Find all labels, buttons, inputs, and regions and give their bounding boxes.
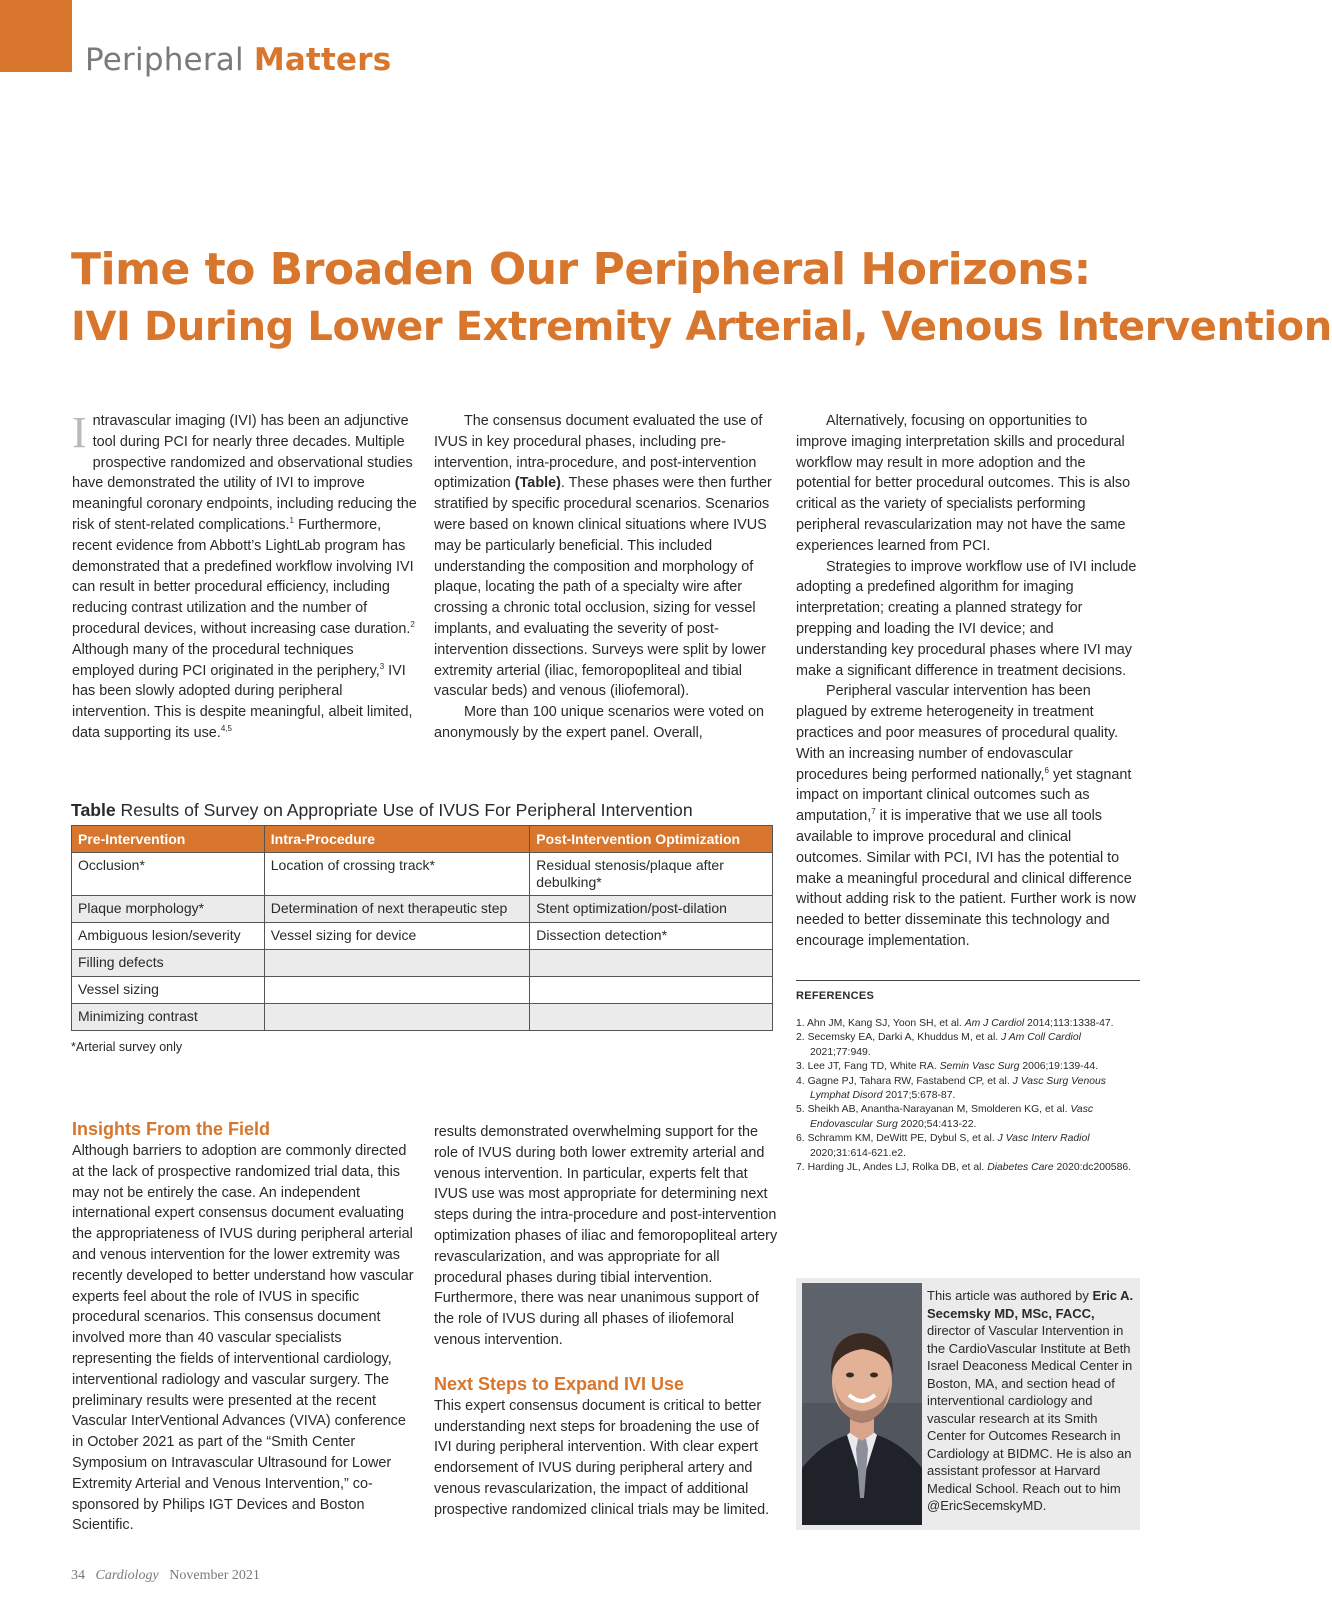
section-label-bold: Matters	[253, 42, 392, 78]
reference-number: 4.	[796, 1075, 805, 1087]
column-2	[434, 411, 779, 744]
citation-6: 6	[1044, 765, 1049, 775]
table-cell	[530, 977, 773, 1004]
table-cell: Dissection detection*	[530, 923, 773, 950]
section-label	[85, 42, 391, 78]
results-section	[434, 1122, 779, 1521]
next-steps-paragraph: This expert consensus document is critical to better understanding next steps for broadening the use of IVI during peripheral intervention. With clear expert endorsement of IVUS during peripheral artery and venous revascularization, the impact of additional prospective randomized clinical trials may be limited.	[434, 1397, 770, 1518]
author-photo	[802, 1283, 922, 1525]
results-paragraph: results demonstrated overwhelming support for the role of IVUS during both lower extremity arterial and venous intervention. In particular, experts felt that IVUS use was most appropriate for determining next steps during the intra-procedure and post-intervention optimization phases of iliac and femoropopliteal artery revascularization, and was appropriate for all procedural phases during tibial intervention. Furthermore, there was near unanimous support of the role of IVUS during all phases of iliofemoral venous intervention.	[434, 1124, 778, 1348]
section-label-light: Peripheral	[85, 42, 244, 78]
references-title: REFERENCES	[796, 990, 875, 1002]
insights-heading: Insights From the Field	[72, 1119, 271, 1139]
article-title: Time to Broaden Our Peripheral Horizons:	[71, 244, 1091, 295]
reference-item	[796, 1075, 1141, 1104]
table-row	[72, 896, 773, 923]
citation-2: 2	[410, 620, 415, 630]
scenarios-paragraph: More than 100 unique scenarios were voted on anonymously by the expert panel. Overall,	[434, 704, 764, 741]
table-row	[72, 1004, 773, 1031]
drop-cap: I	[72, 408, 87, 457]
reference-number: 6.	[796, 1133, 805, 1145]
table-cell: Ambiguous lesion/severity	[72, 923, 265, 950]
table-cell	[530, 1004, 773, 1031]
table-cell: Minimizing contrast	[72, 1004, 265, 1031]
intro-text-a: ntravascular imaging (IVI) has been an adjunctive tool during PCI for nearly three decades. Multiple prospective randomized and observational studies have demonstrated the utility of IVI to improve meaningful coronary endpoints, including reducing the risk of stent-related complications.	[72, 413, 417, 533]
reference-citation: 2020;54:413-22.	[897, 1118, 977, 1130]
table-cell: Stent optimization/post-dilation	[530, 896, 773, 923]
reference-journal: Semin Vasc Surg	[939, 1061, 1020, 1073]
reference-item	[796, 1060, 1141, 1074]
table-caption: Results of Survey on Appropriate Use of IVUS For Peripheral Intervention	[115, 800, 693, 820]
intro-text-b: Furthermore, recent evidence from Abbott’s LightLab program has demonstrated that a predefined workflow involving IVI can result in better procedural efficiency, including reducing contrast utilization and the number of procedural devices, without increasing case duration.	[72, 516, 414, 637]
reference-citation: 2006;19:139-44.	[1019, 1061, 1099, 1073]
table-cell: Location of crossing track*	[264, 853, 530, 896]
reference-item	[796, 1017, 1141, 1031]
reference-number: 1.	[796, 1018, 805, 1029]
author-bio	[927, 1287, 1135, 1515]
reference-item	[796, 1132, 1141, 1161]
alternatively-paragraph: Alternatively, focusing on opportunities to improve imaging interpretation skills and procedural workflow may result in more adoption and the potential for better procedural outcomes. This is also critical as the variety of specialists performing peripheral revascularization may not have the same experiences learned from PCI.	[796, 413, 1131, 554]
table-label: Table	[71, 800, 116, 820]
citation-1: 1	[289, 516, 294, 526]
references-list	[796, 1017, 1141, 1175]
heterogeneity-text-c: it is imperative that we use all tools available to improve procedural and clinical outcomes. Similar with PCI, IVI has the potential to make a meaningful procedural and clinical difference without adding risk to the patient. Further work is now needed to better disseminate this technology and encourage implementation.	[796, 808, 1136, 949]
table-cell	[264, 1004, 530, 1031]
column-3	[796, 411, 1141, 952]
reference-item	[796, 1103, 1141, 1132]
reference-journal: J Am Coll Cardiol	[1001, 1032, 1081, 1044]
insights-paragraph: Although barriers to adoption are commonly directed at the lack of prospective randomized trial data, this may not be entirely the case. An independent international expert consensus document evaluating the appropriateness of IVUS during peripheral arterial and venous intervention for the lower extremity was recently developed to better understand how vascular experts feel about the role of IVUS in specific procedural scenarios. This consensus document involved more than 40 vascular specialists representing the fields of interventional cardiology, interventional radiology and vascular surgery. The preliminary results were presented at the recent Vascular InterVentional Advances (VIVA) conference in October 2021 as part of the “Smith Center Symposium on Intravascular Ultrasound for Lower Extremity Arterial and Venous Intervention,” co-sponsored by Philips IGT Devices and Boston Scientific.	[72, 1143, 414, 1534]
table-header-cell: Pre-Intervention	[72, 826, 265, 853]
page-number: 34	[71, 1568, 85, 1583]
next-steps-heading: Next Steps to Expand IVI Use	[434, 1373, 685, 1394]
table-cell	[264, 977, 530, 1004]
table-cell	[530, 950, 773, 977]
table-cell: Occlusion*	[72, 853, 265, 896]
citation-3: 3	[379, 661, 385, 671]
author-portrait-illustration	[802, 1283, 922, 1525]
consensus-text-a: The consensus document evaluated the use of IVUS in key procedural phases, including pre-intervention, intra-procedure, and post-intervention optimization	[434, 413, 763, 492]
reference-authors: Schramm KM, DeWitt PE, Dybul S, et al.	[807, 1133, 998, 1145]
reference-citation: 2014;113:1338-47.	[1024, 1018, 1114, 1029]
table-header-row	[72, 826, 773, 853]
table-cell: Plaque morphology*	[72, 896, 265, 923]
reference-citation: 2021;77:949.	[810, 1046, 871, 1058]
table-cell: Vessel sizing	[72, 977, 265, 1004]
section-tab-block	[0, 0, 72, 72]
column-1	[72, 408, 417, 744]
reference-authors: Harding JL, Andes LJ, Rolka DB, et al.	[807, 1162, 988, 1174]
reference-journal: J Vasc Interv Radiol	[997, 1133, 1090, 1145]
page-footer	[71, 1568, 260, 1584]
strategies-paragraph: Strategies to improve workflow use of IVI include adopting a predefined algorithm for imaging interpretation; creating a planned strategy for prepping and loading the IVI device; and understanding key procedural phases where IVI may make a significant difference in treatment decisions.	[796, 558, 1137, 679]
table-cell	[264, 950, 530, 977]
reference-authors: Ahn JM, Kang SJ, Yoon SH, et al.	[807, 1018, 965, 1029]
reference-item	[796, 1031, 1141, 1060]
citation-4-5: 4,5	[220, 724, 232, 734]
consensus-paragraph	[434, 411, 779, 702]
reference-citation: 2020:dc200586.	[1053, 1162, 1132, 1174]
reference-number: 2.	[796, 1032, 805, 1044]
table-row	[72, 853, 773, 896]
table-reference: (Table)	[514, 475, 561, 492]
magazine-name: Cardiology	[95, 1568, 159, 1583]
consensus-text-b: . These phases were then further stratified by specific procedural scenarios. Scenarios were based on known clinical situations where IVUS may be particularly beneficial. This included understanding the composition and morphology of plaque, locating the path of a specialty wire after crossing a chronic total occlusion, sizing for vessel implants, and evaluating the severity of post-intervention dissections. Surveys were split by lower extremity arterial (iliac, femoropopliteal and tibial vascular beds) and venous (iliofemoral).	[434, 475, 772, 700]
heterogeneity-paragraph	[796, 681, 1141, 951]
table-cell: Determination of next therapeutic step	[264, 896, 530, 923]
table-row	[72, 950, 773, 977]
table-footnote: *Arterial survey only	[71, 1040, 183, 1054]
table-header-cell: Intra-Procedure	[264, 826, 530, 853]
citation-7: 7	[871, 807, 876, 817]
reference-item	[796, 1161, 1141, 1175]
reference-journal: J Vasc Surg Venous Lymphat Disord	[810, 1075, 1106, 1102]
heterogeneity-text-b: yet stagnant impact on important clinical outcomes such as amputation,	[796, 766, 1132, 825]
table-cell: Filling defects	[72, 950, 265, 977]
reference-number: 7.	[796, 1162, 805, 1174]
intro-text-d: IVI has been slowly adopted during peripheral intervention. This is despite meaningful, albeit limited, data supporting its use.	[72, 662, 413, 741]
reference-journal: Vasc Endovascular Surg	[810, 1104, 1094, 1130]
reference-journal: Diabetes Care	[987, 1162, 1054, 1174]
reference-number: 3.	[796, 1061, 805, 1073]
reference-citation: 2017;5:678-87.	[882, 1090, 956, 1102]
issue-date: November 2021	[169, 1568, 260, 1583]
reference-number: 5.	[796, 1104, 805, 1116]
reference-authors: Secemsky EA, Darki A, Khuddus M, et al.	[807, 1032, 1002, 1044]
table-cell: Vessel sizing for device	[264, 923, 530, 950]
reference-journal: Am J Cardiol	[964, 1018, 1025, 1029]
insights-section	[72, 1118, 417, 1536]
table-header-cell: Post-Intervention Optimization	[530, 826, 773, 853]
reference-authors: Sheikh AB, Anantha-Narayanan M, Smolderen KG, et al.	[807, 1104, 1071, 1116]
intro-text-c: Although many of the procedural techniques employed during PCI originated in the periphery,	[72, 641, 380, 679]
reference-citation: 2020;31:614-621.e2.	[810, 1147, 906, 1159]
author-description: director of Vascular Intervention in the CardioVascular Institute at Beth Israel Deaconess Medical Center in Boston, MA, and section head of interventional cardiology and vascular research at its Smith Center for Outcomes Research in Cardiology at BIDMC. He is also an assistant professor at Harvard Medical School. Reach out to him @EricSecemskyMD.	[927, 1323, 1133, 1513]
author-intro: This article was authored by	[927, 1288, 1093, 1303]
table-cell: Residual stenosis/plaque after debulking*	[530, 853, 773, 896]
article-subtitle: IVI During Lower Extremity Arterial, Venous Intervention	[71, 304, 1332, 350]
heterogeneity-text-a: Peripheral vascular intervention has been plagued by extreme heterogeneity in treatment practices and poor measures of procedural quality. With an increasing number of endovascular procedures being performed nationally,	[796, 683, 1119, 783]
table-row	[72, 977, 773, 1004]
author-name: Eric A. Secemsky MD, MSc, FACC,	[927, 1288, 1134, 1321]
survey-table	[71, 825, 773, 1031]
references-divider	[796, 980, 1140, 981]
reference-authors: Lee JT, Fang TD, White RA.	[807, 1061, 940, 1073]
table-row	[72, 923, 773, 950]
reference-authors: Gagne PJ, Tahara RW, Fastabend CP, et al.	[807, 1075, 1013, 1087]
table-title	[71, 800, 693, 821]
intro-paragraph	[72, 408, 417, 744]
